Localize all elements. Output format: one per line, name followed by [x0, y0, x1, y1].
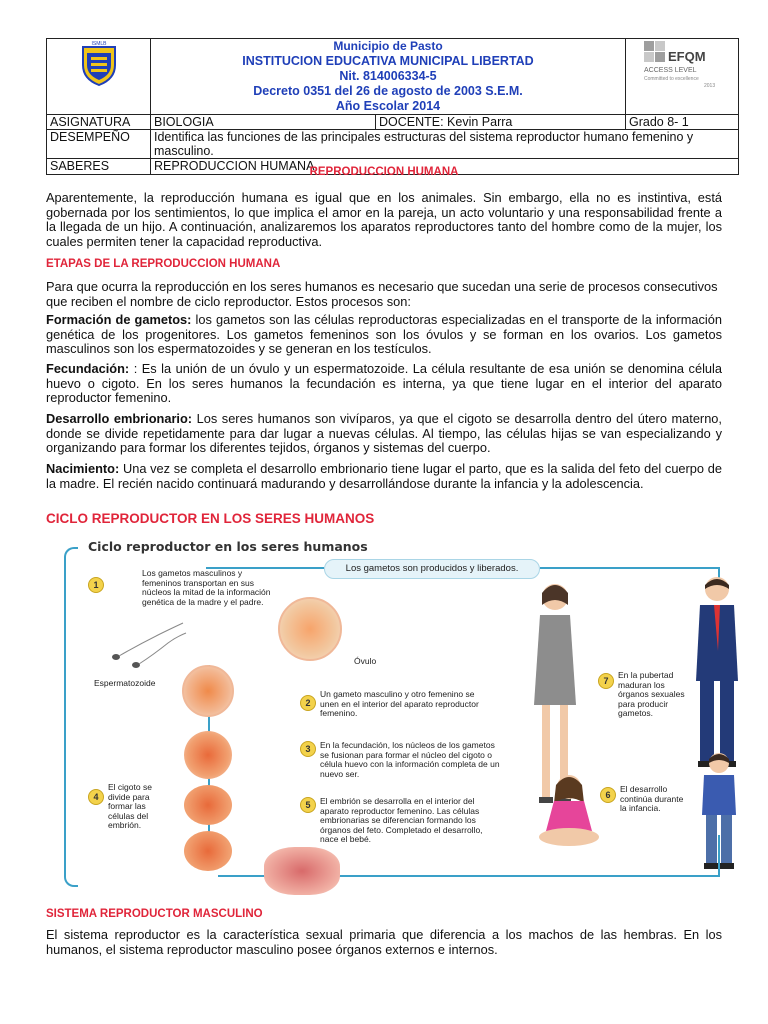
two-cell-embryo [184, 785, 232, 825]
nacimiento-paragraph [46, 462, 722, 491]
fecundacion-paragraph [46, 362, 722, 406]
step-7-badge: 7 [598, 673, 614, 689]
formacion-paragraph [46, 313, 722, 357]
step-4-badge: 4 [88, 789, 104, 805]
sperm-label: Espermatozoide [94, 678, 156, 688]
fecundacion-text: : Es la unión de un óvulo y un espermatozoide. La célula resultante de esa unión se denomina célula huevo o cigoto. En los seres humanos la fecundación es interna, ya que tiene lugar en el interior del aparato reproductor femenino. [46, 361, 722, 405]
logo-text: ISMLB [90, 41, 107, 47]
doc-title: REPRODUCCION HUMANA [309, 166, 459, 178]
boy-illustration [696, 749, 742, 873]
etapas-intro: Para que ocurra la reproducción en los seres humanos es necesario que sucedan una serie de procesos consecutivos que reciben el nombre de ciclo reproductor. Estos procesos son: [46, 279, 718, 309]
diagram-bracket [64, 547, 78, 887]
intro-paragraph: Aparentemente, la reproducción humana es igual que en los animales. Sin embargo, ella no es instintiva, está gobernada por los sentimientos, lo que implica el amor en la pareja, un acto voluntario y una responsabilidad frente a la llegada de un hijo. A continuación, analizaremos los aparatos reproductores tanto del hombre como de la mujer, los cuales permiten tener la capacidad reproductiva. [46, 190, 722, 249]
step-6-badge: 6 [600, 787, 616, 803]
saberes-value: REPRODUCCION HUMANA. [151, 159, 739, 175]
ovum-illustration [278, 597, 342, 661]
efqm-logo-cell [626, 39, 739, 115]
institution-heading [151, 39, 626, 115]
step-7-text: En la pubertad maduran los órganos sexuales para producir gametos. [618, 670, 685, 718]
nit: Nit. 814006334-5 [339, 69, 437, 83]
efqm-sub: Committed to excellence [644, 76, 699, 82]
school-year: Año Escolar 2014 [335, 99, 441, 113]
step-1-text: Los gametos masculinos y femeninos transportan en sus núcleos la mitad de la información genética de la madre y el padre. [142, 568, 271, 607]
institution-name: INSTITUCION EDUCATIVA MUNICIPAL LIBERTAD [242, 54, 534, 68]
reproductive-cycle-diagram [58, 535, 748, 895]
step-3-text: En la fecundación, los núcleos de los gametos se fusionan para formar el núcleo del cigoto o célula huevo con la información completa de un nuevo ser. [320, 740, 500, 779]
docente: DOCENTE: Kevin Parra [376, 115, 626, 130]
desarrollo-text: Los seres humanos son vivíparos, ya que el cigoto se desarrolla dentro del útero materno, donde se divide repetidamente para dar lugar a nuevas células. Al tiempo, las células hijas se van especializando y organizando para formar los diferentes tejidos, órganos y sistemas del cuerpo. [46, 411, 722, 455]
sperm-illustration [98, 615, 188, 675]
fertilized-egg [182, 665, 234, 717]
efqm-logo-icon [642, 39, 722, 89]
header-table [46, 38, 739, 175]
formacion-label: Formación de gametos: [46, 312, 192, 327]
ciclo-heading: CICLO REPRODUCTOR EN LOS SERES HUMANOS [46, 511, 375, 526]
step-1-badge: 1 [88, 577, 104, 593]
step-5-text: El embrión se desarrolla en el interior del aparato reproductor femenino. Las células embrionarias se diferencian formando los órganos del feto. Completado el desarrollo, nace el bebé. [320, 796, 483, 844]
school-shield-icon [77, 39, 121, 87]
masculino-paragraph: El sistema reproductor es la característica sexual primaria que diferencia a los machos de las hembras. En los humanos, el sistema reproductor masculino posee órganos externos e internos. [46, 927, 722, 957]
asignatura-label: ASIGNATURA [47, 115, 151, 130]
etapas-heading: ETAPAS DE LA REPRODUCCION HUMANA [46, 258, 281, 270]
efqm-name: EFQM [668, 49, 706, 64]
efqm-level: ACCESS LEVEL [644, 67, 697, 74]
masculino-heading: SISTEMA REPRODUCTOR MASCULINO [46, 908, 263, 920]
ovum-label: Óvulo [354, 656, 377, 666]
baby-illustration [264, 847, 340, 895]
desempeno-value: Identifica las funciones de las principales estructuras del sistema reproductor humano femenino y masculino. [151, 130, 739, 159]
step-2-text: Un gameto masculino y otro femenino se unen en el interior del aparato reproductor femenino. [320, 689, 479, 718]
grado: Grado 8- 1 [626, 115, 739, 130]
asignatura-value: BIOLOGIA [151, 115, 376, 130]
desarrollo-paragraph [46, 412, 722, 456]
step-6-text: El desarrollo continúa durante la infancia. [620, 784, 684, 813]
step-2-badge: 2 [300, 695, 316, 711]
step-4-text: El cigoto se divide para formar las células del embrión. [108, 782, 152, 830]
formacion-text: los gametos son las células reproductoras especializadas en el transporte de la información genética de los progenitores. Los gametos femeninos son los óvulos y se forman en los ovarios. Los gametos masculinos son los espermatozoides y se generan en los testículos. [46, 312, 722, 356]
step-5-badge: 5 [300, 797, 316, 813]
arrow-top-right [540, 567, 718, 569]
diagram-banner: Los gametos son producidos y liberados. [324, 559, 540, 579]
school-logo-cell [47, 39, 151, 115]
zygote [184, 731, 232, 779]
step-3-badge: 3 [300, 741, 316, 757]
decree: Decreto 0351 del 26 de agosto de 2003 S.E.M. [253, 84, 523, 98]
desarrollo-label: Desarrollo embrionario: [46, 411, 193, 426]
fecundacion-label: Fecundación: [46, 361, 130, 376]
nacimiento-text: Una vez se completa el desarrollo embrionario tiene lugar el parto, que es la salida del feto del cuerpo de la madre. El recién nacido continuará madurando y desarrollándose durante la infancia y la adolescencia. [46, 461, 722, 491]
nacimiento-label: Nacimiento: [46, 461, 120, 476]
municipality: Municipio de Pasto [333, 39, 443, 53]
man-illustration [686, 571, 748, 771]
diagram-title: Ciclo reproductor en los seres humanos [88, 539, 368, 554]
four-cell-embryo [184, 831, 232, 871]
desempeno-label: DESEMPEÑO [47, 130, 151, 159]
girl-illustration [534, 771, 604, 851]
efqm-year: 2013 [704, 83, 716, 89]
saberes-label: SABERES [47, 159, 151, 175]
